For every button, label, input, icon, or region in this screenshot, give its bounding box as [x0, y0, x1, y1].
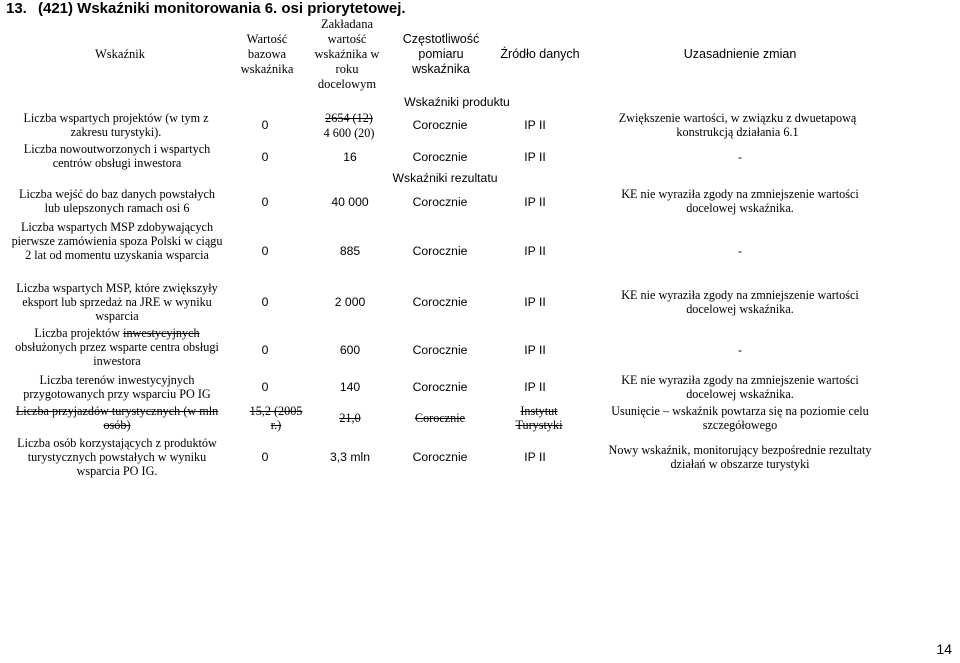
row6-base: 0	[261, 343, 269, 357]
row6-indicator-part2: obsłużonych przez wsparte centra obsługi inwestora	[15, 340, 219, 368]
row9-indicator: Liczba osób korzystających z produktów turystycznych powstałych w wyniku wsparcia PO IG.	[17, 436, 217, 478]
row6-indicator-part1: Liczba projektów	[34, 326, 121, 340]
header-frequency: Częstotliwość pomiaru wskaźnika	[402, 32, 480, 76]
header-justification: Uzasadnienie zmian	[683, 47, 797, 61]
page-number: 14	[936, 641, 952, 657]
row4-justification: -	[737, 244, 743, 258]
row5-indicator: Liczba wspartych MSP, które zwiększyły eksport lub sprzedaż na JRE w wyniku wsparcia	[16, 281, 218, 323]
row2-indicator: Liczba nowoutworzonych i wspartych centrów obsługi inwestora	[23, 142, 211, 170]
row5-frequency: Corocznie	[412, 295, 468, 309]
row3-indicator: Liczba wejść do baz danych powstałych lub ulepszonych ramach osi 6	[19, 187, 215, 215]
row7-indicator: Liczba terenów inwestycyjnych przygotowanych przy wsparciu PO IG	[23, 373, 211, 401]
row1-base: 0	[261, 118, 269, 132]
row1-indicator-line2: zakresu turystyki).	[70, 125, 162, 139]
header-indicator: Wskaźnik	[95, 47, 145, 61]
row8-base: 15,2 (2005 r.)	[249, 404, 303, 432]
row2-justification: -	[737, 150, 743, 164]
row2-target: 16	[343, 150, 357, 164]
row5-justification: KE nie wyraziła zgody na zmniejszenie wartości docelowej wskaźnika.	[621, 288, 859, 316]
row9-frequency: Corocznie	[412, 450, 468, 464]
row3-source: IP II	[524, 195, 546, 209]
row6-indicator	[10, 326, 224, 368]
row4-target: 885	[339, 244, 361, 258]
row9-base: 0	[261, 450, 269, 464]
row8-indicator: Liczba przyjazdów turystycznych (w mln osób)	[15, 404, 219, 432]
row3-frequency: Corocznie	[412, 195, 468, 209]
row1-frequency: Corocznie	[412, 118, 468, 132]
row5-target: 2 000	[334, 295, 366, 309]
row7-frequency: Corocznie	[412, 380, 468, 394]
row7-source: IP II	[524, 380, 546, 394]
section-product-indicators: Wskaźniki produktu	[404, 95, 510, 109]
row9-source: IP II	[524, 450, 546, 464]
row9-justification: Nowy wskaźnik, monitorujący bezpośrednie rezultaty działań w obszarze turystyki	[608, 443, 872, 471]
header-target-value: Zakładana wartość wskaźnika w roku docelowym	[314, 17, 380, 91]
row1-source: IP II	[524, 118, 546, 132]
row7-justification: KE nie wyraziła zgody na zmniejszenie wartości docelowej wskaźnika.	[621, 373, 859, 401]
row1-target-old: 2654 (12)	[325, 111, 373, 125]
row9-target: 3,3 mln	[330, 450, 370, 464]
section-result-indicators: Wskaźniki rezultatu	[392, 171, 498, 185]
row4-frequency: Corocznie	[412, 244, 468, 258]
row8-target: 21,0	[339, 411, 361, 425]
row6-frequency: Corocznie	[412, 343, 468, 357]
row6-target: 600	[339, 343, 361, 357]
row3-base: 0	[261, 195, 269, 209]
header-base-value: Wartość bazowa wskaźnika	[240, 32, 294, 76]
row7-target: 140	[339, 380, 361, 394]
section-title: (421) Wskaźniki monitorowania 6. osi priorytetowej.	[38, 0, 406, 17]
document-title	[6, 0, 406, 17]
row4-source: IP II	[524, 244, 546, 258]
row8-justification: Usunięcie – wskaźnik powtarza się na poziomie celu szczegółowego	[611, 404, 869, 432]
row6-source: IP II	[524, 343, 546, 357]
row2-base: 0	[261, 150, 269, 164]
row2-source: IP II	[524, 150, 546, 164]
row8-frequency: Corocznie	[414, 411, 466, 425]
row1-justification: Zwiększenie wartości, w związku z dwuetapową konstrukcją działania 6.1	[618, 111, 857, 139]
row1-indicator-line1: Liczba wspartych projektów (w tym z	[23, 111, 209, 125]
header-source: Źródło danych	[500, 47, 580, 61]
row3-target: 40 000	[331, 195, 369, 209]
row7-base: 0	[261, 380, 269, 394]
row5-base: 0	[261, 295, 269, 309]
row3-justification: KE nie wyraziła zgody na zmniejszenie wartości docelowej wskaźnika.	[621, 187, 859, 215]
row2-frequency: Corocznie	[412, 150, 468, 164]
row6-indicator-struck: inwestycyjnych	[123, 326, 200, 340]
section-number: 13.	[6, 0, 27, 17]
row8-source: Instytut Turystyki	[515, 404, 563, 432]
row4-indicator: Liczba wspartych MSP zdobywających pierwsze zamówienia spoza Polski w ciągu 2 lat od momentu uzyskania wsparcia	[11, 220, 223, 262]
row6-justification: -	[737, 343, 743, 357]
row4-base: 0	[261, 244, 269, 258]
row1-target-new: 4 600 (20)	[323, 126, 375, 140]
row5-source: IP II	[524, 295, 546, 309]
